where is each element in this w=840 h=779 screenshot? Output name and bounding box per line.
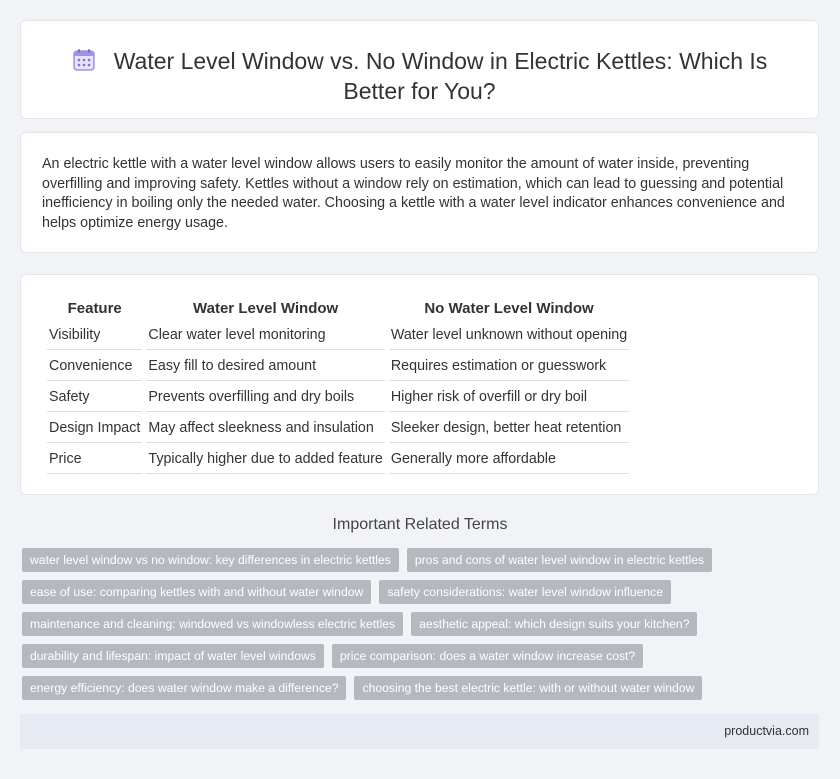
table-cell: Typically higher due to added feature <box>146 445 384 474</box>
table-row <box>47 321 629 350</box>
table-row <box>47 383 629 412</box>
related-term-tag[interactable]: choosing the best electric kettle: with or without water window <box>354 676 702 700</box>
header-water-level-window: Water Level Window <box>193 300 339 317</box>
related-term-tag[interactable]: pros and cons of water level window in electric kettles <box>407 548 712 572</box>
table-cell: Prevents overfilling and dry boils <box>146 383 384 412</box>
related-term-tag[interactable]: aesthetic appeal: which design suits your kitchen? <box>411 612 697 636</box>
footer-site-link[interactable]: productvia.com <box>724 724 809 738</box>
table-cell: Water level unknown without opening <box>389 321 629 350</box>
table-cell: Design Impact <box>47 414 142 443</box>
table-cell: Safety <box>47 383 142 412</box>
tag-row <box>22 580 722 604</box>
title-card <box>20 20 819 119</box>
header-feature: Feature <box>67 300 122 317</box>
table-cell: Clear water level monitoring <box>146 321 384 350</box>
table-cell: Price <box>47 445 142 474</box>
comparison-table <box>43 295 633 476</box>
table-cell: Higher risk of overfill or dry boil <box>389 383 629 412</box>
table-row <box>47 352 629 381</box>
table-cell: Easy fill to desired amount <box>146 352 384 381</box>
page-title-wrap <box>61 46 778 106</box>
intro-paragraph: An electric kettle with a water level window allows users to easily monitor the amount of water inside, preventing overfilling and improving safety. Kettles without a window rely on estimation, which can lead to guessing and potential inefficiency in boiling only the needed water. Choosing a kettle with a water level indicator enhances convenience and helps optimize energy usage. <box>42 156 785 231</box>
table-cell: Convenience <box>47 352 142 381</box>
related-terms-list <box>22 548 722 708</box>
related-term-tag[interactable]: ease of use: comparing kettles with and without water window <box>22 580 371 604</box>
tag-row <box>22 612 722 636</box>
footer <box>20 714 819 749</box>
tag-row <box>22 548 722 572</box>
table-row <box>47 414 629 443</box>
table-cell: May affect sleekness and insulation <box>146 414 384 443</box>
related-term-tag[interactable]: safety considerations: water level window influence <box>379 580 671 604</box>
page-title: Water Level Window vs. No Window in Electric Kettles: Which Is Better for You? <box>113 48 768 104</box>
header-no-water-level-window: No Water Level Window <box>424 300 594 317</box>
related-terms-title: Important Related Terms <box>332 516 508 533</box>
intro-card <box>20 132 819 253</box>
tag-row <box>22 644 722 668</box>
table-cell: Visibility <box>47 321 142 350</box>
table-cell: Generally more affordable <box>389 445 629 474</box>
calendar-grid-icon <box>72 48 96 72</box>
table-cell: Requires estimation or guesswork <box>389 352 629 381</box>
related-term-tag[interactable]: price comparison: does a water window increase cost? <box>332 644 643 668</box>
related-term-tag[interactable]: maintenance and cleaning: windowed vs windowless electric kettles <box>22 612 403 636</box>
comparison-card <box>20 274 819 495</box>
table-row <box>47 445 629 474</box>
table-cell: Sleeker design, better heat retention <box>389 414 629 443</box>
table-header-row <box>47 297 629 319</box>
tag-row <box>22 676 722 700</box>
related-term-tag[interactable]: durability and lifespan: impact of water level windows <box>22 644 324 668</box>
related-term-tag[interactable]: energy efficiency: does water window make a difference? <box>22 676 346 700</box>
related-term-tag[interactable]: water level window vs no window: key differences in electric kettles <box>22 548 399 572</box>
